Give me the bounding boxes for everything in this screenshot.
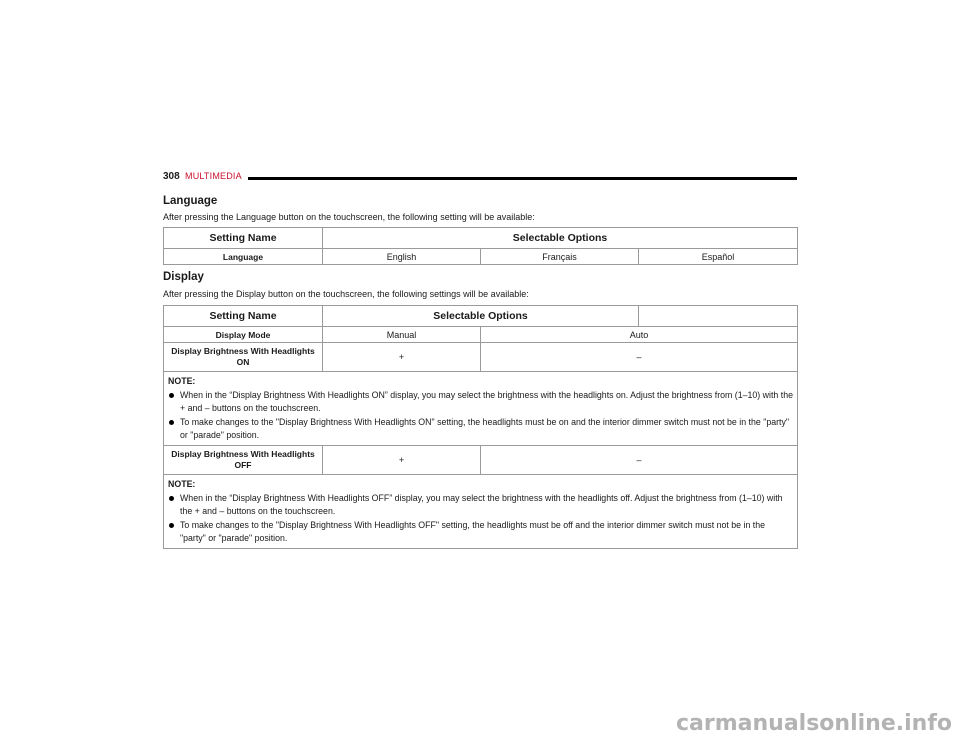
note-cell <box>164 475 798 549</box>
table-row <box>164 327 798 343</box>
table-header-row <box>164 306 798 327</box>
note-text: To make changes to the "Display Brightness With Headlights ON" setting, the headlights must be on and the interior dimmer switch must not be in the "party" or "parade" position. <box>180 417 790 440</box>
option-cell: – <box>481 446 798 475</box>
page-header <box>163 171 797 187</box>
setting-label: Display Brightness With Headlights ON <box>164 343 323 372</box>
display-heading: Display <box>163 271 204 283</box>
section-title: MULTIMEDIA <box>185 171 242 181</box>
table-row <box>164 343 798 372</box>
table-row <box>164 372 798 446</box>
note-text: To make changes to the "Display Brightness With Headlights OFF" setting, the headlights must be off and the interior dimmer switch must not be in the "party" or "parade" position. <box>180 520 766 543</box>
bullet-icon <box>169 393 174 398</box>
bullet-icon <box>169 420 174 425</box>
list-item <box>168 416 793 442</box>
option-cell: Manual <box>323 327 481 343</box>
option-cell: Français <box>481 249 639 265</box>
table-header-row <box>164 228 798 249</box>
option-cell: Auto <box>481 327 798 343</box>
language-heading: Language <box>163 195 218 207</box>
table-row <box>164 446 798 475</box>
page-number: 308 <box>163 171 180 182</box>
option-cell: – <box>481 343 798 372</box>
setting-name-header: Setting Name <box>164 306 323 327</box>
list-item <box>168 492 793 518</box>
language-table <box>163 227 798 265</box>
note-title: NOTE: <box>168 376 196 386</box>
header-rule <box>248 177 797 180</box>
setting-label: Display Brightness With Headlights OFF <box>164 446 323 475</box>
table-row <box>164 475 798 549</box>
bullet-icon <box>169 496 174 501</box>
note-cell <box>164 372 798 446</box>
option-cell: Español <box>639 249 798 265</box>
list-item <box>168 519 793 545</box>
bullet-icon <box>169 523 174 528</box>
empty-header-cell <box>639 306 798 327</box>
table-row <box>164 249 798 265</box>
option-cell: + <box>323 343 481 372</box>
display-table <box>163 305 798 549</box>
option-cell: + <box>323 446 481 475</box>
note-text: When in the “Display Brightness With Headlights OFF” display, you may select the brightness with the headlights off. Adjust the brightness from (1–10) with the + and – buttons on the touchscreen. <box>180 493 783 516</box>
note-title: NOTE: <box>168 479 196 489</box>
display-intro: After pressing the Display button on the touchscreen, the following settings will be available: <box>163 289 529 299</box>
setting-name-header: Setting Name <box>164 228 323 249</box>
setting-label: Language <box>164 249 323 265</box>
note-text: When in the “Display Brightness With Headlights ON” display, you may select the brightness with the headlights on. Adjust the brightness from (1–10) with the + and – buttons on the touchscreen. <box>180 390 793 413</box>
watermark: carmanualsonline.info <box>676 711 952 736</box>
selectable-options-header: Selectable Options <box>323 228 798 249</box>
list-item <box>168 389 793 415</box>
option-cell: English <box>323 249 481 265</box>
language-intro: After pressing the Language button on the touchscreen, the following setting will be available: <box>163 212 535 222</box>
setting-label: Display Mode <box>164 327 323 343</box>
selectable-options-header: Selectable Options <box>323 306 639 327</box>
